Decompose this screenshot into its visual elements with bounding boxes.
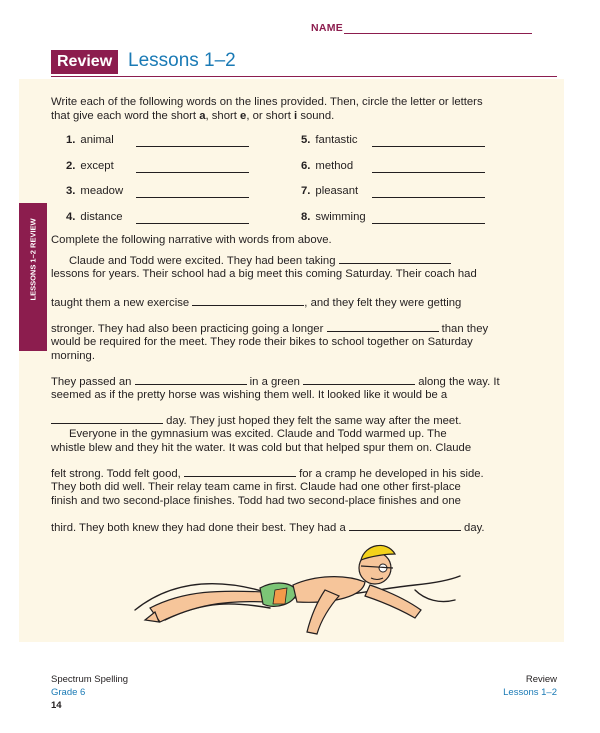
narrative-text: along the way. It <box>418 376 500 388</box>
review-badge: Review <box>51 50 118 74</box>
narrative-intro: Complete the following narrative with words from above. <box>51 234 332 246</box>
narrative-line: morning. <box>51 350 95 362</box>
narrative-line: lessons for years. Their school had a big meet this coming Saturday. Their coach had <box>51 268 477 280</box>
instr-text: , or short <box>246 110 295 122</box>
instr-text: that give each word the short <box>51 110 200 122</box>
word-blank[interactable] <box>136 213 249 224</box>
narrative-line <box>51 295 461 310</box>
word-number: 3. <box>66 185 76 197</box>
letter-i: i <box>294 110 298 122</box>
narrative-line <box>51 374 500 389</box>
page-number: 14 <box>51 700 62 711</box>
word-number: 5. <box>301 134 311 146</box>
name-label: NAME <box>311 22 344 34</box>
answer-blank[interactable] <box>51 413 163 424</box>
word-number: 2. <box>66 160 76 172</box>
word-number: 7. <box>301 185 311 197</box>
word-item <box>301 159 353 173</box>
narrative-line <box>51 413 462 428</box>
footer-section: Review <box>525 674 557 685</box>
name-line[interactable] <box>344 33 532 34</box>
word-text: pleasant <box>315 185 359 197</box>
lessons-title: Lessons 1–2 <box>128 50 236 71</box>
narrative-text: for a cramp he developed in his side. <box>299 468 484 480</box>
instructions-line-1: Write each of the following words on the lines provided. Then, circle the letter or letters <box>51 96 483 108</box>
footer-book-title: Spectrum Spelling <box>51 674 129 685</box>
instructions <box>51 95 546 123</box>
word-blank[interactable] <box>136 187 249 198</box>
word-item <box>66 210 123 224</box>
narrative-line <box>51 321 488 336</box>
instr-text: , short <box>205 110 241 122</box>
word-blank[interactable] <box>372 213 485 224</box>
narrative-text: third. They both knew they had done their best. They had a <box>51 522 346 534</box>
word-text: method <box>315 160 354 172</box>
narrative-text: than they <box>441 323 489 335</box>
word-text: swimming <box>315 211 366 223</box>
word-number: 6. <box>301 160 311 172</box>
word-item <box>301 210 366 224</box>
instr-text: sound. <box>297 110 335 122</box>
answer-blank[interactable] <box>184 466 296 477</box>
footer-grade: Grade 6 <box>51 687 86 698</box>
narrative-line: finish and two second-place finishes. Todd had two second-place finishes and one <box>51 495 461 507</box>
word-item <box>66 184 123 198</box>
swimmer-illustration <box>125 530 465 640</box>
footer-left <box>51 673 128 712</box>
narrative-line: seemed as if the pretty horse was wishing them well. It looked like it would be a <box>51 389 448 401</box>
narrative-line: whistle blew and they hit the water. It was cold but that helped spur them on. Claude <box>51 442 472 454</box>
narrative-line: would be required for the meet. They rode their bikes to school together on Saturday <box>51 336 473 348</box>
answer-blank[interactable] <box>135 374 247 385</box>
word-text: distance <box>80 211 123 223</box>
word-blank[interactable] <box>136 162 249 173</box>
narrative-text: day. <box>464 522 485 534</box>
narrative-line: They both did well. Their relay team came in first. Claude had one other first-place <box>51 481 461 493</box>
word-text: animal <box>80 134 114 146</box>
instructions-line-2 <box>51 109 546 123</box>
word-blank[interactable] <box>372 187 485 198</box>
narrative-text: Claude and Todd were excited. They had been taking <box>69 255 336 267</box>
narrative-text: day. They just hoped they felt the same way after the meet. <box>166 415 462 427</box>
footer-right <box>503 673 557 699</box>
answer-blank[interactable] <box>327 321 439 332</box>
answer-blank[interactable] <box>192 295 304 306</box>
narrative-line: Everyone in the gymnasium was excited. Claude and Todd warmed up. The <box>69 428 447 440</box>
side-tab-label: LESSONS 1–2 REVIEW <box>28 218 38 301</box>
answer-blank[interactable] <box>303 374 415 385</box>
word-blank[interactable] <box>372 162 485 173</box>
word-text: meadow <box>80 185 124 197</box>
word-item <box>66 133 114 147</box>
answer-blank[interactable] <box>339 253 451 264</box>
word-number: 8. <box>301 211 311 223</box>
letter-e: e <box>240 110 247 122</box>
narrative-text: in a green <box>249 376 300 388</box>
title-rule <box>51 76 557 77</box>
word-item <box>301 133 358 147</box>
narrative-text: They passed an <box>51 376 132 388</box>
word-item <box>301 184 358 198</box>
word-number: 1. <box>66 134 76 146</box>
narrative-text: stronger. They had also been practicing going a longer <box>51 323 324 335</box>
narrative-text: felt strong. Todd felt good, <box>51 468 181 480</box>
narrative-line <box>69 253 451 268</box>
word-blank[interactable] <box>136 136 249 147</box>
word-number: 4. <box>66 211 76 223</box>
narrative-line <box>51 466 484 481</box>
word-blank[interactable] <box>372 136 485 147</box>
footer-lessons: Lessons 1–2 <box>503 687 557 698</box>
word-text: fantastic <box>315 134 358 146</box>
word-item <box>66 159 114 173</box>
word-text: except <box>80 160 114 172</box>
letter-a: a <box>199 110 206 122</box>
narrative-text: , and they felt they were getting <box>304 297 462 309</box>
narrative-text: taught them a new exercise <box>51 297 190 309</box>
